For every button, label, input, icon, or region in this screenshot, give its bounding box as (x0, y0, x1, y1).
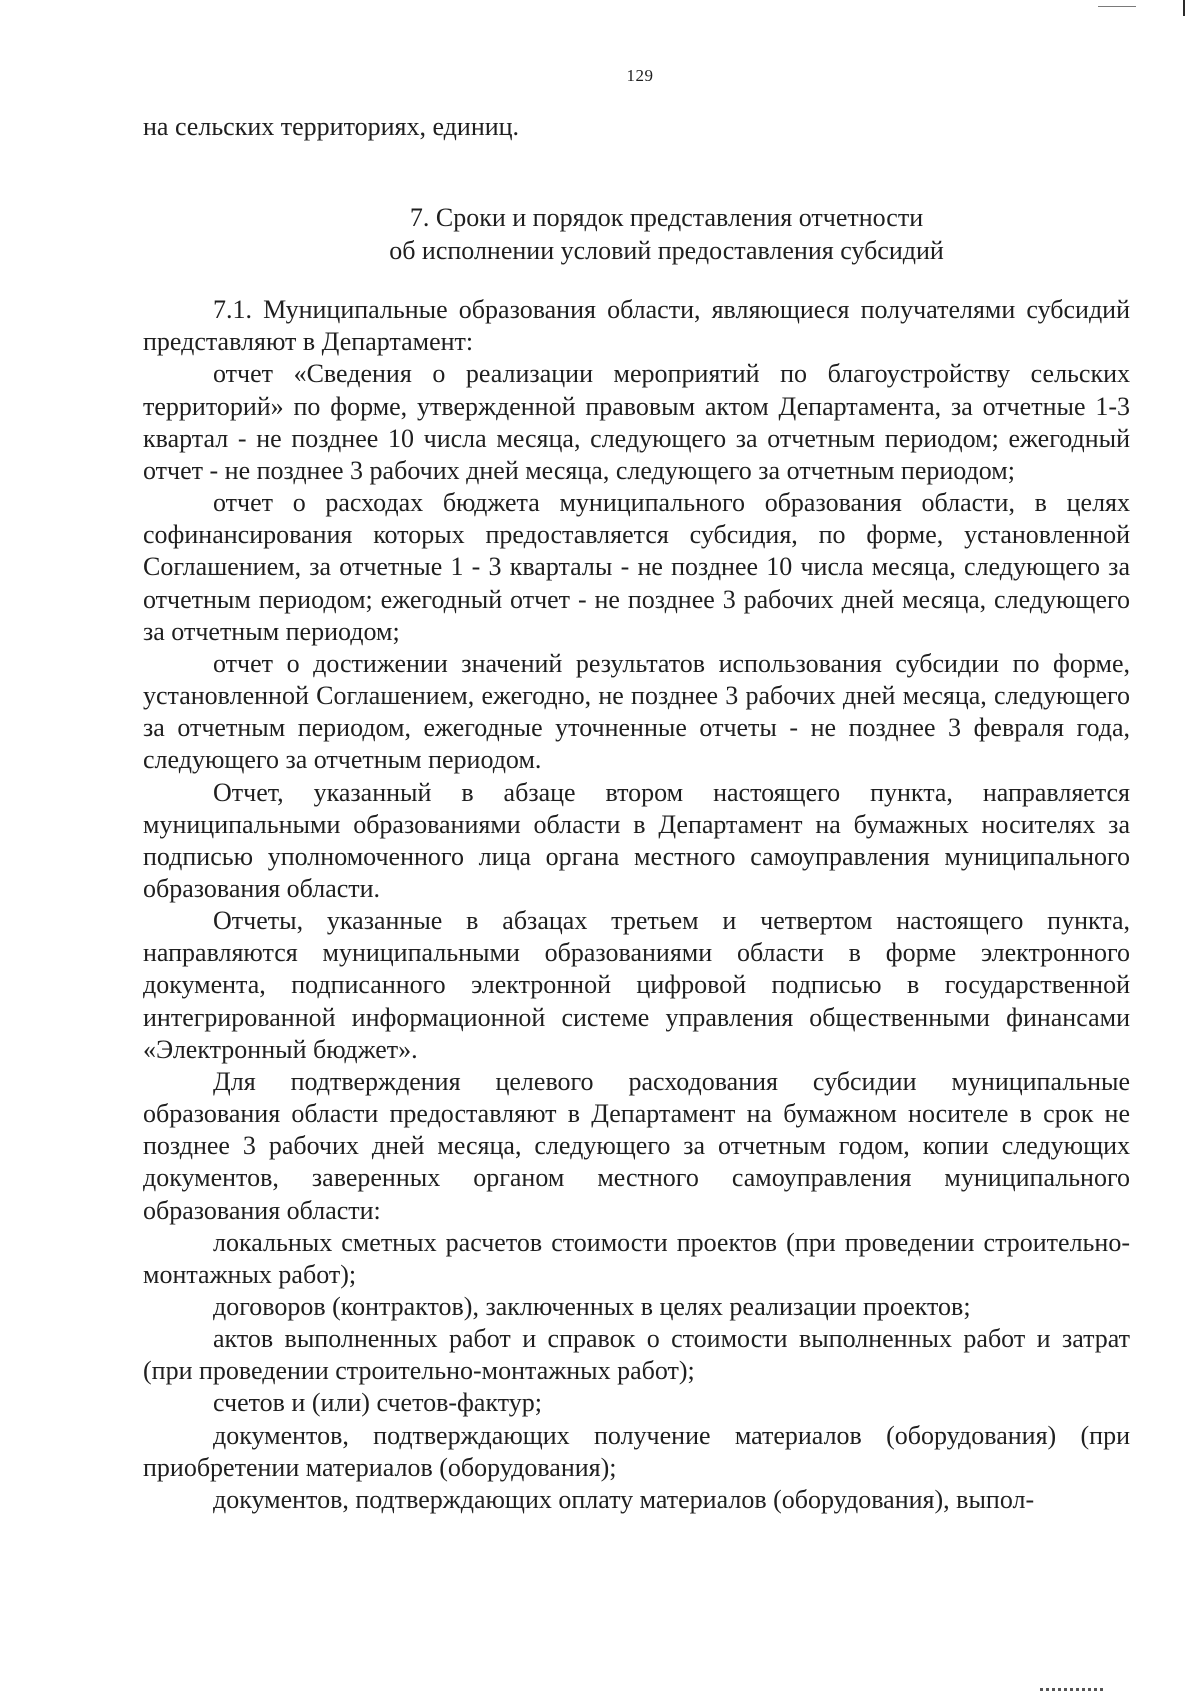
list-item: актов выполненных работ и справок о стоимости выполненных работ и затрат (при проведении строительно-монтажных работ); (143, 1324, 1130, 1386)
paragraph-report-results: отчет о достижении значений результатов использования субсидии по форме, установленной Соглашением, ежегодно, не позднее 3 рабочих дней месяца, следующего за отчетным периодом, ежегодные уточненные отчеты - не позднее 3 февраля года, следующего за отчетным периодом. (143, 648, 1130, 775)
scan-edge-mark (1183, 0, 1185, 16)
section-title-line-2: об исполнении условий предоставления субсидий (389, 236, 944, 266)
document-body (143, 111, 1130, 1516)
paragraph-report-expenses: отчет о расходах бюджета муниципального образования области, в целях софинансирования которых предоставляется субсидия, по форме, установленной Соглашением, за отчетные 1 - 3 кварталы - не позднее 10 числа месяца, следующего за отчетным периодом; ежегодный отчет - не позднее 3 рабочих дней месяца, следующего за отчетным периодом; (143, 488, 1130, 646)
paragraph-confirmation-documents: Для подтверждения целевого расходования субсидии муниципальные образования области предоставляют в Департамент на бумажном носителе в срок не позднее 3 рабочих дней месяца, следующего за отчетным годом, копии следующих документов, заверенных органом местного самоуправления муниципального образования области: (143, 1066, 1130, 1225)
section-title-line-1: 7. Сроки и порядок представления отчетности (409, 203, 924, 233)
list-item: договоров (контрактов), заключенных в целях реализации проектов; (213, 1292, 971, 1321)
list-item: документов, подтверждающих получение материалов (оборудования) (при приобретении материалов (оборудования); (143, 1420, 1130, 1482)
page-number: 129 (626, 66, 654, 85)
paragraph-7-1: 7.1. Муниципальные образования области, являющиеся получателями субсидий представляют в Департамент: (143, 295, 1130, 357)
paragraph-paper-report: Отчет, указанный в абзаце втором настоящего пункта, направляется муниципальными образованиями области в Департамент на бумажных носителях за подписью уполномоченного лица органа местного самоуправления муниципального образования области. (143, 777, 1130, 903)
paragraph-electronic-reports: Отчеты, указанные в абзацах третьем и четвертом настоящего пункта, направляются муниципальными образованиями области в форме электронного документа, подписанного электронной цифровой подписью в государственной интегрированной информационной системе управления общественными финансами «Электронный бюджет». (143, 906, 1130, 1064)
scan-edge-mark (1040, 1688, 1104, 1691)
list-item: локальных сметных расчетов стоимости проектов (при проведении строительно-монтажных работ); (143, 1227, 1130, 1289)
intro-line: на сельских территориях, единиц. (143, 112, 520, 141)
scan-edge-mark (1098, 6, 1136, 7)
list-item: документов, подтверждающих оплату материалов (оборудования), выпол- (213, 1484, 1035, 1514)
list-item: счетов и (или) счетов-фактур; (213, 1388, 542, 1418)
section-heading (143, 201, 1130, 267)
paragraph-report-info: отчет «Сведения о реализации мероприятий по благоустройству сельских территорий» по форме, утвержденной правовым актом Департамента, за отчетные 1-3 квартал - не позднее 10 числа месяца, следующего за отчетным периодом; ежегодный отчет - не позднее 3 рабочих дней месяца, следующего за отчетным периодом; (143, 359, 1130, 485)
